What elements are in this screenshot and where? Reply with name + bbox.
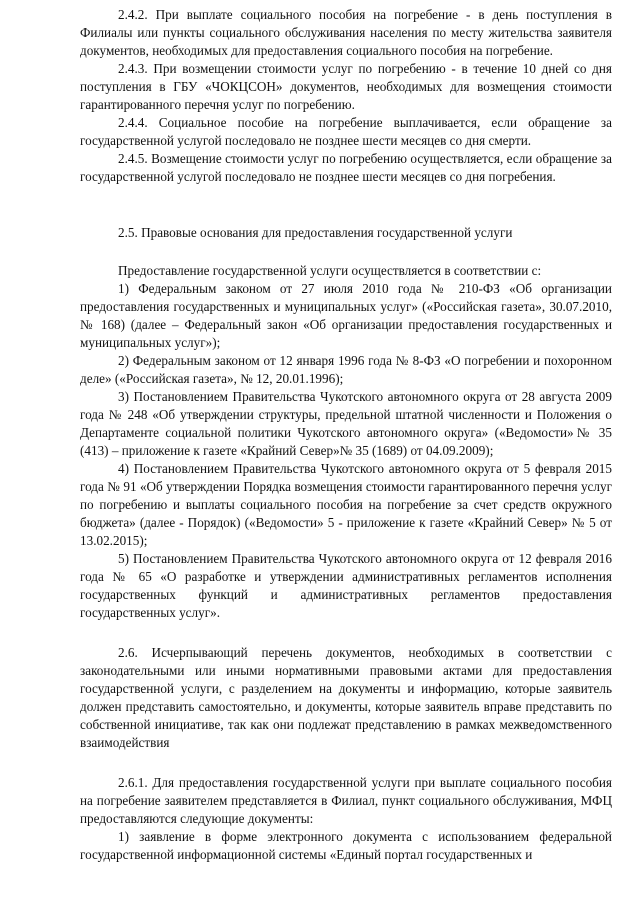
legal-basis-item-2: 2) Федеральным законом от 12 января 1996 года № 8-ФЗ «О погребении и похоронном деле» («Российская газета», № 12, 20.01.1996); <box>80 353 612 386</box>
paragraph-2-4-4: 2.4.4. Социальное пособие на погребение выплачивается, если обращение за государственной услугой последовало не позднее шести месяцев со дня смерти. <box>80 115 612 148</box>
paragraph-2-4-3: 2.4.3. При возмещении стоимости услуг по погребению - в течение 10 дней со дня поступления в ГБУ «ЧОКЦСОН» документов, необходимых для возмещения стоимости гарантированного перечня услуг по погребению. <box>80 61 612 112</box>
document-list-item-1: 1) заявление в форме электронного документа с использованием федеральной государственной информационной системы «Единый портал государственных и <box>80 829 612 862</box>
paragraph-2-4-2: 2.4.2. При выплате социального пособия на погребение - в день поступления в Филиалы или пункты социального обслуживания населения по месту жительства заявителя документов, необходимых для предоставления социального пособия на погребение. <box>80 7 612 58</box>
spacer <box>80 752 612 774</box>
paragraph-2-6-1: 2.6.1. Для предоставления государственной услуги при выплате социального пособия на погребение заявителем представляется в Филиал, пункт социального обслуживания, МФЦ предоставляются следующие документы: <box>80 775 612 826</box>
legal-basis-item-4: 4) Постановлением Правительства Чукотского автономного округа от 5 февраля 2015 года № 91 «Об утверждении Порядка возмещения стоимости гарантированного перечня услуг по погребению и выплаты социального пособия на погребение за счет средств окружного бюджета» (далее - Порядок) («Ведомости» 5 - приложение к газете «Крайний Север» № 5 от 13.02.2015); <box>80 461 612 548</box>
spacer <box>80 622 612 644</box>
section-heading-2-5: 2.5. Правовые основания для предоставления государственной услуги <box>118 225 513 240</box>
legal-basis-item-5: 5) Постановлением Правительства Чукотского автономного округа от 12 февраля 2016 года № 65 «О разработке и утверждении административных регламентов исполнения государственных функций и административных регламентов предоставления государственных услуг». <box>80 551 612 620</box>
legal-basis-item-3: 3) Постановлением Правительства Чукотского автономного округа от 28 августа 2009 года № 248 «Об утверждении структуры, предельной штатной численности и Положения о Департаменте социальной политики Чукотского автономного округа» («Ведомости»№ 35 (413) – приложение к газете «Крайний Север»№ 35 (1689) от 04.09.2009); <box>80 389 612 458</box>
spacer <box>80 242 612 262</box>
section-2-5-intro: Предоставление государственной услуги осуществляется в соответствии с: <box>118 263 542 278</box>
legal-basis-item-1: 1) Федеральным законом от 27 июля 2010 года № 210-ФЗ «Об организации предоставления государственных и муниципальных услуг» («Российская газета», 30.07.2010, № 168) (далее – Федеральный закон «Об организации предоставления государственных и муниципальных услуг»); <box>80 281 612 350</box>
document-page <box>80 6 612 864</box>
paragraph-2-6: 2.6. Исчерпывающий перечень документов, необходимых в соответствии с законодательными или иными нормативными правовыми актами для предоставления государственной услуги, с разделением на документы и информацию, которые заявитель должен представить самостоятельно, и документы, которые заявитель вправе представить по собственной инициативе, так как они подлежат представлению в рамках межведомственного взаимодействия <box>80 645 612 750</box>
paragraph-2-4-5: 2.4.5. Возмещение стоимости услуг по погребению осуществляется, если обращение за государственной услугой последовало не позднее шести месяцев со дня погребения. <box>80 151 612 184</box>
spacer <box>80 186 612 224</box>
